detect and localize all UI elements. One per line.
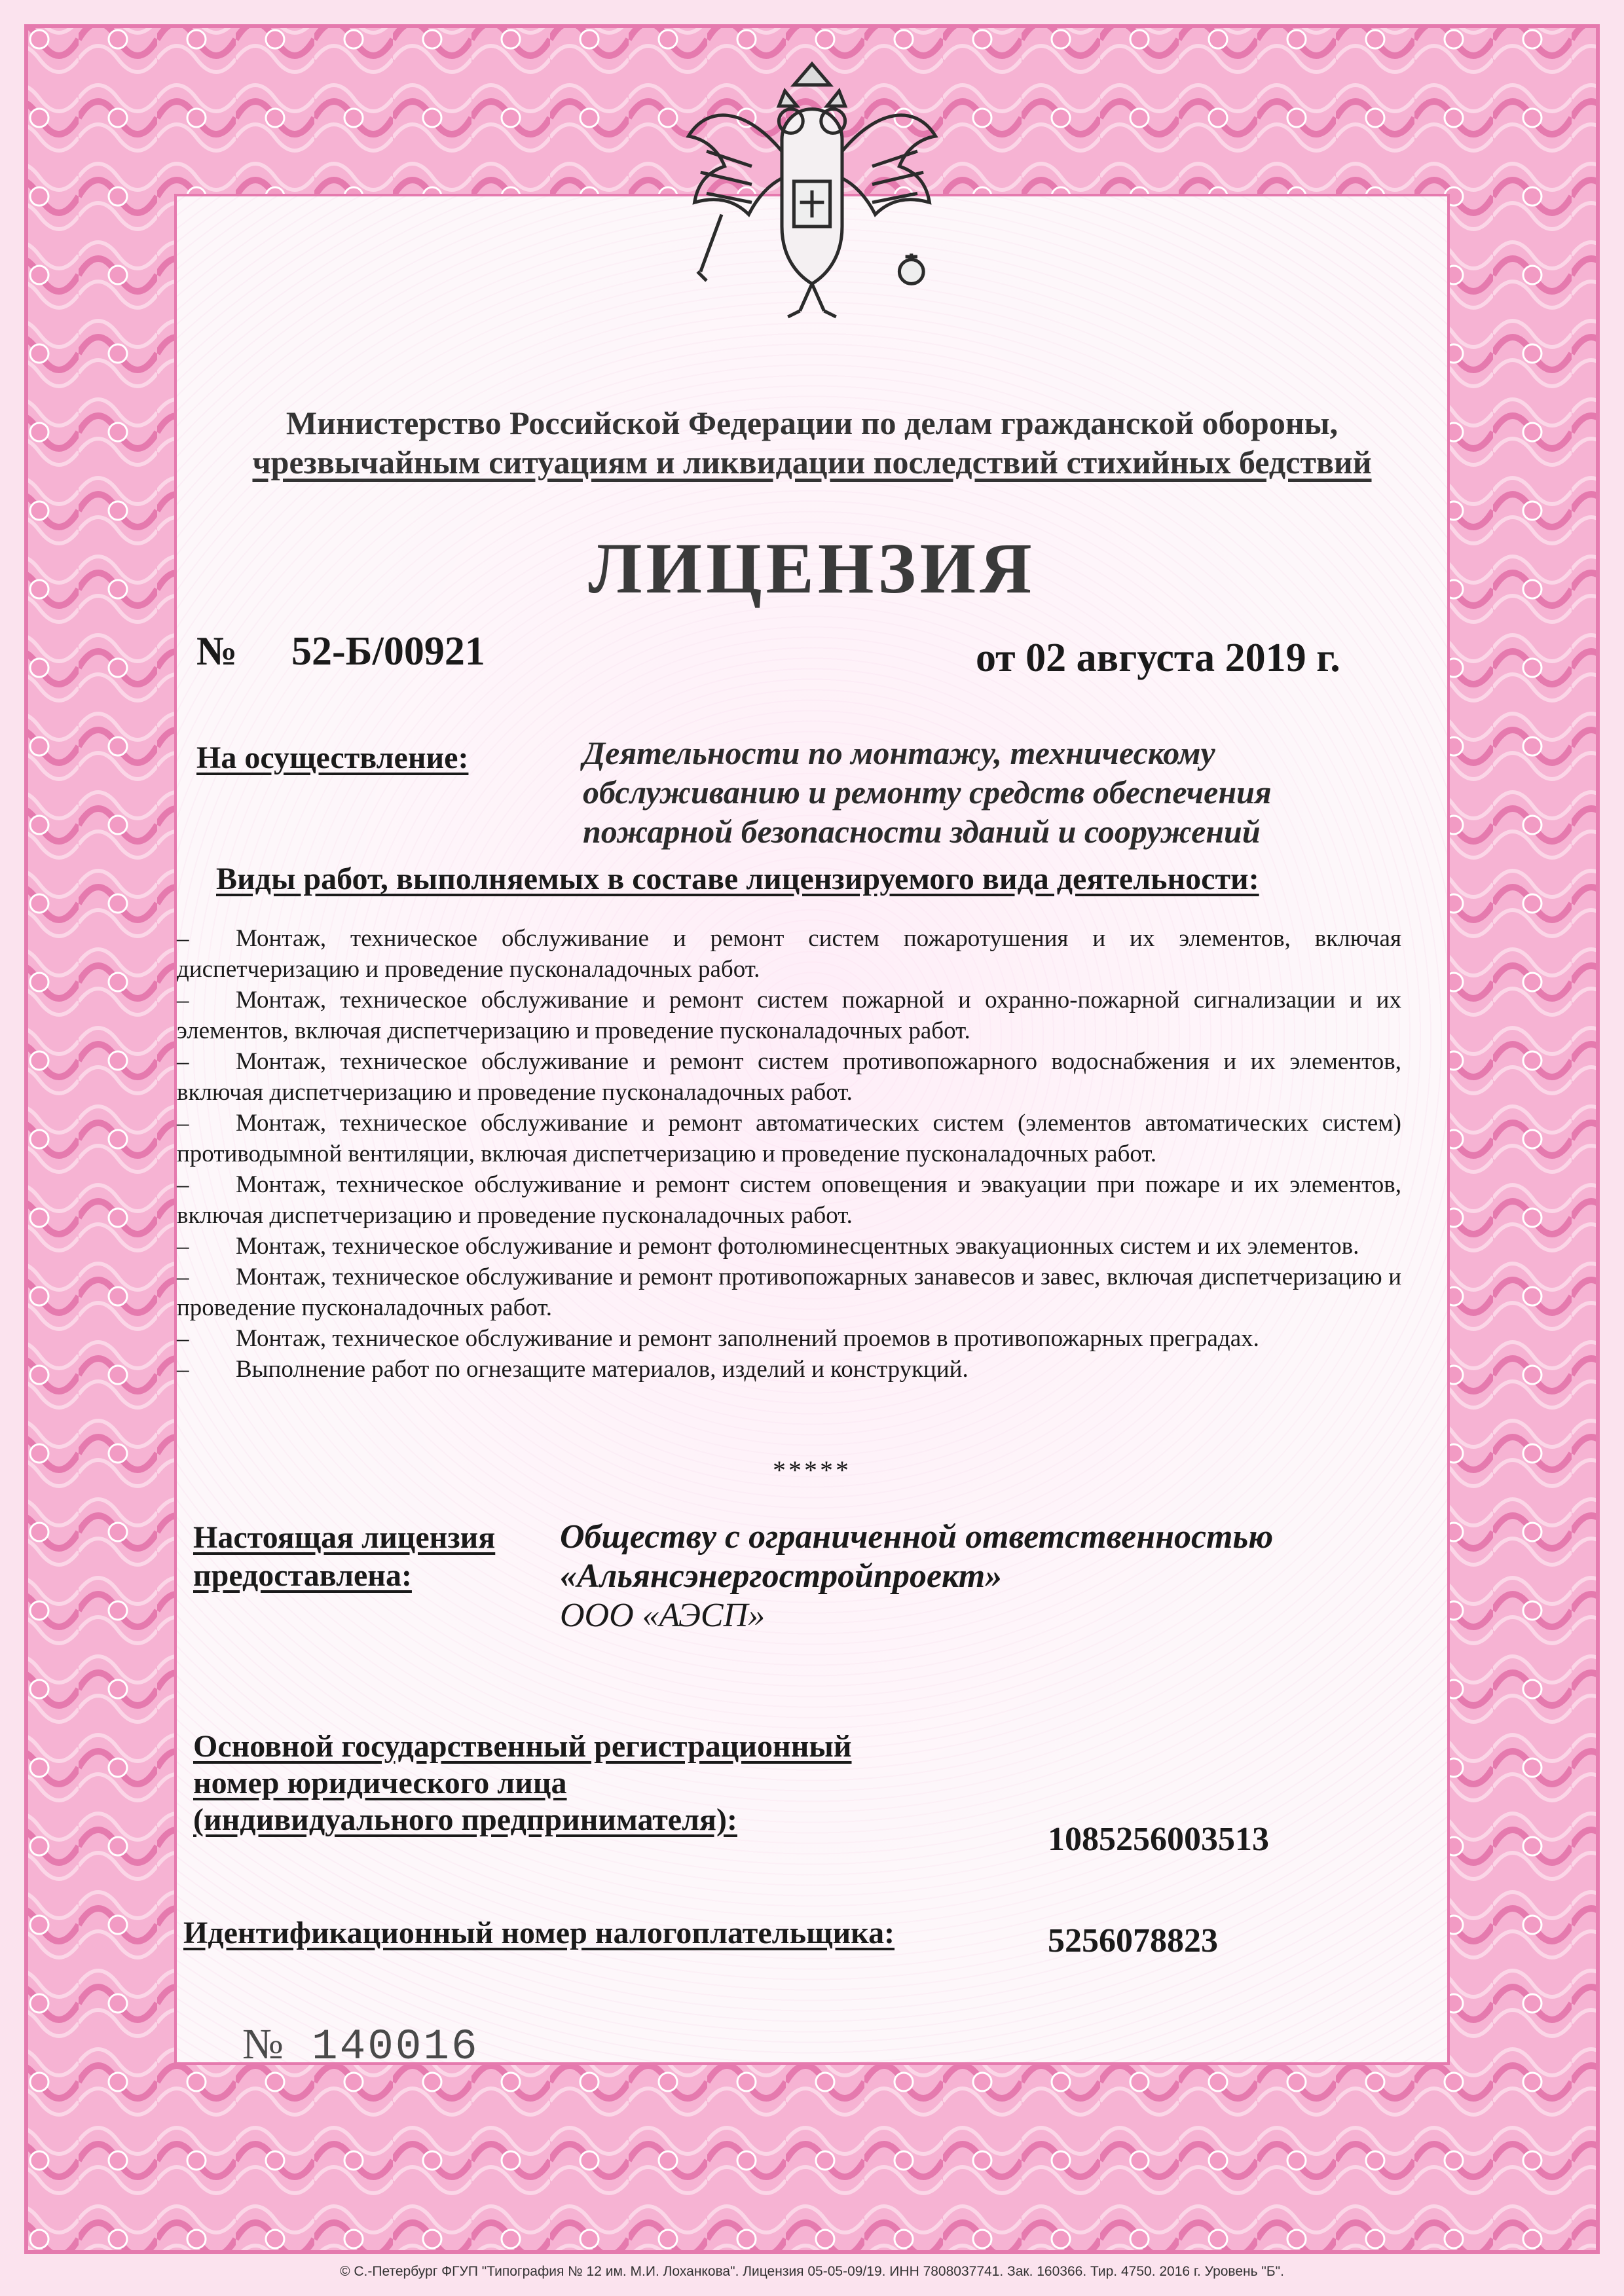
printer-imprint: © С.-Петербург ФГУП "Типография № 12 им. М.И. Лоханкова". Лицензия 05-05-09/19. ИНН 7808037741. Зак. 160366. Тир. 4750. 2016 г. Уровень "Б". [340, 2264, 1284, 2279]
grantee-name-line: «Альянсэнергостройпроект» [560, 1558, 1003, 1595]
ogrn-value: 1085256003513 [1048, 1821, 1269, 1858]
list-item-text: Монтаж, техническое обслуживание и ремонт систем оповещения и эвакуации при пожаре и их элементов, включая диспетчеризацию и проведение пусконаладочных работ. [177, 1171, 1401, 1229]
list-item-text: Монтаж, техническое обслуживание и ремонт фотолюминесцентных эвакуационных систем и их элементов. [236, 1233, 1359, 1260]
purpose-line: пожарной безопасности зданий и сооружений [583, 813, 1261, 850]
list-item [177, 923, 1401, 985]
grantee-label [193, 1519, 534, 1595]
purpose-line: Деятельности по монтажу, техническому [583, 735, 1215, 771]
list-item [177, 1262, 1401, 1323]
ministry-name-line-2: чрезвычайным ситуациям и ликвидации последствий стихийных бедствий [252, 444, 1372, 481]
list-item [177, 1046, 1401, 1108]
list-item-text: Монтаж, техническое обслуживание и ремонт систем пожарной и охранно-пожарной сигнализации и их элементов, включая диспетчеризацию и проведение пусконаладочных работ. [177, 987, 1401, 1044]
blank-number: 140016 [311, 2022, 479, 2071]
list-dash: – [177, 1325, 189, 1352]
list-dash: – [177, 1110, 189, 1137]
license-number-sign: № [196, 629, 238, 674]
list-item-text: Монтаж, техническое обслуживание и ремонт систем пожаротушения и их элементов, включая диспетчеризацию и проведение пусконаладочных работ. [177, 925, 1401, 983]
ogrn-label-line: (индивидуального предпринимателя): [193, 1802, 737, 1837]
purpose-label: На осуществление: [196, 740, 469, 775]
list-item-text: Монтаж, техническое обслуживание и ремонт заполнений проемов в противопожарных преградах. [236, 1325, 1259, 1352]
list-dash: – [177, 1233, 189, 1260]
grantee-label-line: Настоящая лицензия [193, 1520, 496, 1555]
list-item [177, 1108, 1401, 1169]
list-dash: – [177, 1264, 189, 1290]
license-number: 52-Б/00921 [291, 629, 485, 674]
license-date: от 02 августа 2019 г. [976, 636, 1340, 680]
list-item [177, 1354, 1401, 1385]
list-item [177, 1231, 1401, 1262]
list-item-text: Выполнение работ по огнезащите материалов, изделий и конструкций. [236, 1356, 969, 1383]
works-list [177, 923, 1401, 1385]
inn-label: Идентификационный номер налогоплательщика: [183, 1916, 895, 1950]
list-dash: – [177, 1048, 189, 1075]
document-title: ЛИЦЕНЗИЯ [588, 528, 1036, 608]
list-dash: – [177, 987, 189, 1013]
ministry-name-line-1: Министерство Российской Федерации по делам гражданской обороны, [286, 405, 1338, 441]
purpose-description [583, 733, 1434, 851]
list-item [177, 1169, 1401, 1231]
grantee-short-name: ООО «АЭСП» [560, 1597, 766, 1634]
list-dash: – [177, 1356, 189, 1383]
grantee-label-line: предоставлена: [193, 1558, 412, 1593]
works-heading: Виды работ, выполняемых в составе лицензируемого вида деятельности: [216, 862, 1259, 896]
list-dash: – [177, 1171, 189, 1198]
list-item-text: Монтаж, техническое обслуживание и ремонт систем противопожарного водоснабжения и их элементов, включая диспетчеризацию и проведение пусконаладочных работ. [177, 1048, 1401, 1106]
inn-value: 5256078823 [1048, 1922, 1218, 1959]
grantee-name-line: Обществу с ограниченной ответственностью [560, 1518, 1274, 1556]
blank-number-sign: № [242, 2020, 286, 2068]
purpose-line: обслуживанию и ремонту средств обеспечения [583, 774, 1272, 811]
list-item-text: Монтаж, техническое обслуживание и ремонт противопожарных занавесов и завес, включая диспетчеризацию и проведение пусконаладочных работ. [177, 1264, 1401, 1321]
grantee-name [560, 1518, 1411, 1635]
section-separator: ***** [773, 1455, 851, 1485]
list-item-text: Монтаж, техническое обслуживание и ремонт автоматических систем (элементов автоматических систем) противодымной вентиляции, включая диспетчеризацию и проведение пусконаладочных работ. [177, 1110, 1401, 1167]
list-dash: – [177, 925, 189, 952]
list-item [177, 1323, 1401, 1354]
blank-serial-number [242, 2020, 479, 2071]
ogrn-label-line: Основной государственный регистрационный [193, 1729, 852, 1764]
russian-coat-of-arms-icon [661, 46, 963, 347]
ogrn-label [193, 1728, 913, 1838]
ogrn-label-line: номер юридического лица [193, 1766, 567, 1800]
list-item [177, 985, 1401, 1046]
